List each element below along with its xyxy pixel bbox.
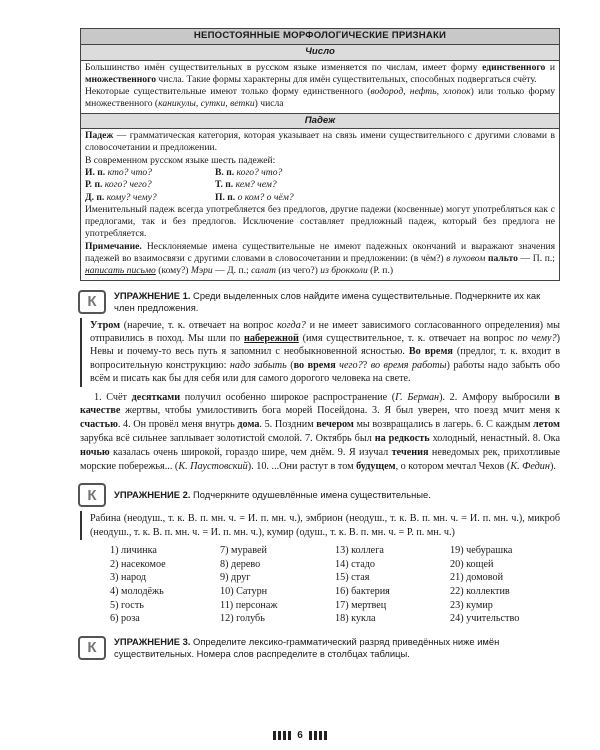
k-icon: К — [78, 483, 106, 507]
exercise-2-header — [80, 483, 560, 507]
case-instrumental: Т. п. кем? чем? — [215, 179, 277, 191]
exercise-1-example: Утром (наречие, т. к. отвечает на вопрос когда? и не имеет зависимого согласованного определения) мы отправились в поход. Мы шли по набережной (имя существительное, т. к. отвечает на вопрос по чему?) Невы и почему-то весь путь я запомнил с необыкновенной ясностью. Во время (предлог, т. к. входит в вопросительную конструкцию: надо забыть (во время чего?? во время работы) работы надо забыть обо всём и писать как бы для себя или для самого дорогого человека на свете. — [80, 318, 560, 387]
case-paragraph-2: В современном русском языке шесть падежей: — [85, 154, 276, 166]
word-item: 7) муравей — [220, 545, 267, 557]
word-item: 11) персонаж — [220, 599, 278, 611]
word-item: 3) народ — [110, 572, 147, 584]
case-heading: Падеж — [81, 113, 559, 129]
case-prepositional: П. п. о ком? о чём? — [215, 191, 294, 203]
word-item: 24) учительство — [450, 613, 520, 625]
number-heading: Число — [81, 45, 559, 60]
case-paragraph-1: Падеж — грамматическая категория, которая указывает на связь имени существительного с другими словами в словосочетании и предложении. — [85, 130, 555, 154]
exercise-2-task: УПРАЖНЕНИЕ 2. Подчеркните одушевлённые имена существительные. — [114, 489, 431, 501]
exercise-2-example: Рабина (неодуш., т. к. В. п. мн. ч. = И. п. мн. ч.), эмбрион (неодуш., т. к. В. п. мн. ч. = И. п. мн. ч.), микроб (неодуш., т. к. В. п. мн. ч. = И. п. мн. ч.), кумир (одуш., т. к. В. п. мн. ч. = Р. п. мн. ч.) — [80, 511, 560, 540]
word-item: 21) домовой — [450, 572, 504, 584]
word-item: 4) молодёжь — [110, 586, 164, 598]
number-section — [81, 61, 559, 113]
word-item: 16) бактерия — [335, 586, 390, 598]
word-item: 6) роза — [110, 613, 140, 625]
case-genitive: Р. п. кого? чего? — [85, 179, 152, 191]
word-item: 5) гость — [110, 599, 144, 611]
rules-box — [80, 28, 560, 281]
word-item: 17) мертвец — [335, 599, 387, 611]
word-item: 18) кукла — [335, 613, 376, 625]
word-item: 20) кощей — [450, 558, 494, 570]
word-item: 10) Сатурн — [220, 586, 268, 598]
exercise-1-header — [80, 290, 560, 314]
case-section — [81, 129, 559, 280]
word-item: 8) дерево — [220, 558, 261, 570]
word-item: 1) личинка — [110, 545, 157, 557]
case-nominative: И. п. кто? что? — [85, 166, 152, 178]
number-paragraph-1: Большинство имён существительных в русском языке изменяется по числам, имеет форму единственного и множественного числа. Такие формы характерны для имён существительных, способных подвергаться счёту. — [85, 61, 555, 85]
exercise-3-header — [80, 636, 560, 660]
page-footer — [0, 730, 600, 741]
word-item: 19) чебурашка — [450, 545, 513, 557]
word-item: 23) кумир — [450, 599, 493, 611]
exercise-3-task: УПРАЖНЕНИЕ 3. Определите лексико-грамматический разряд приведённых ниже имён существительных. Номера слов распределите в столбцах таблицы. — [114, 635, 500, 659]
word-item: 22) коллектив — [450, 586, 510, 598]
number-paragraph-2: Некоторые существительные имеют только форму единственного (водород, нефть, хлопок) или только форму множественного (каникулы, сутки, ветки) числа — [85, 86, 555, 110]
k-icon: К — [78, 290, 106, 314]
footer-ornament-left — [273, 731, 291, 740]
page — [80, 28, 560, 660]
exercise-2-word-list — [110, 544, 560, 626]
k-icon: К — [78, 636, 106, 660]
case-accusative: В. п. кого? что? — [215, 166, 283, 178]
case-note: Примечание. Несклоняемые имена существительные не имеют падежных окончаний и выражают значения падежей во взаимосвязи с другими словами в словосочетании и предложении: (в чём?) в пуховом пальто — П. п.; написать письмо (кому?) Мэри — Д. п.; салат (из чего?) из брокколи (Р. п.) — [85, 240, 555, 277]
word-item: 12) голубь — [220, 613, 265, 625]
word-item: 14) стадо — [335, 558, 376, 570]
word-item: 9) друг — [220, 572, 251, 584]
footer-ornament-right — [309, 731, 327, 740]
exercise-1-text: 1. Счёт десятками получил особенно широкое распространение (Г. Берман). 2. Амфору выбросили в качестве жертвы, чтобы умилостивить бога морей Посейдона. 3. Я был уверен, что поезд мчит меня к счастью. 4. Он провёл меня внутрь дома. 5. Поздним вечером мы возвращались в лагерь. 6. С каждым летом зарубка всё сильнее заплывает золотистой смолой. 7. Октябрь был на редкость холодный, ненастный. 8. Ока ночью казалась очень широкой, гораздо шире, чем днём. 9. Я изучал течения неведомых рек, прихотливые морские побережья... (К. Паустовский). 10. ...Они растут в том будущем, о котором мечтал Чехов (К. Федин). — [80, 391, 561, 472]
case-paragraph-3: Именительный падеж всегда употребляется без предлогов, другие падежи (косвенные) могут употребляться как с предлогами, так и без предлогов. Исключение составляет предложный падеж, который без предлога не употребляется. — [85, 203, 555, 240]
box-title: НЕПОСТОЯННЫЕ МОРФОЛОГИЧЕСКИЕ ПРИЗНАКИ — [81, 29, 559, 45]
word-item: 15) стая — [335, 572, 370, 584]
word-item: 13) коллега — [335, 545, 384, 557]
word-item: 2) насекомое — [110, 558, 166, 570]
page-number: 6 — [297, 730, 303, 741]
case-dative: Д. п. кому? чему? — [85, 191, 157, 203]
exercise-1-task: УПРАЖНЕНИЕ 1. Среди выделенных слов найдите имена существительные. Подчеркните их как член предложения. — [114, 289, 541, 313]
case-list — [85, 167, 555, 204]
